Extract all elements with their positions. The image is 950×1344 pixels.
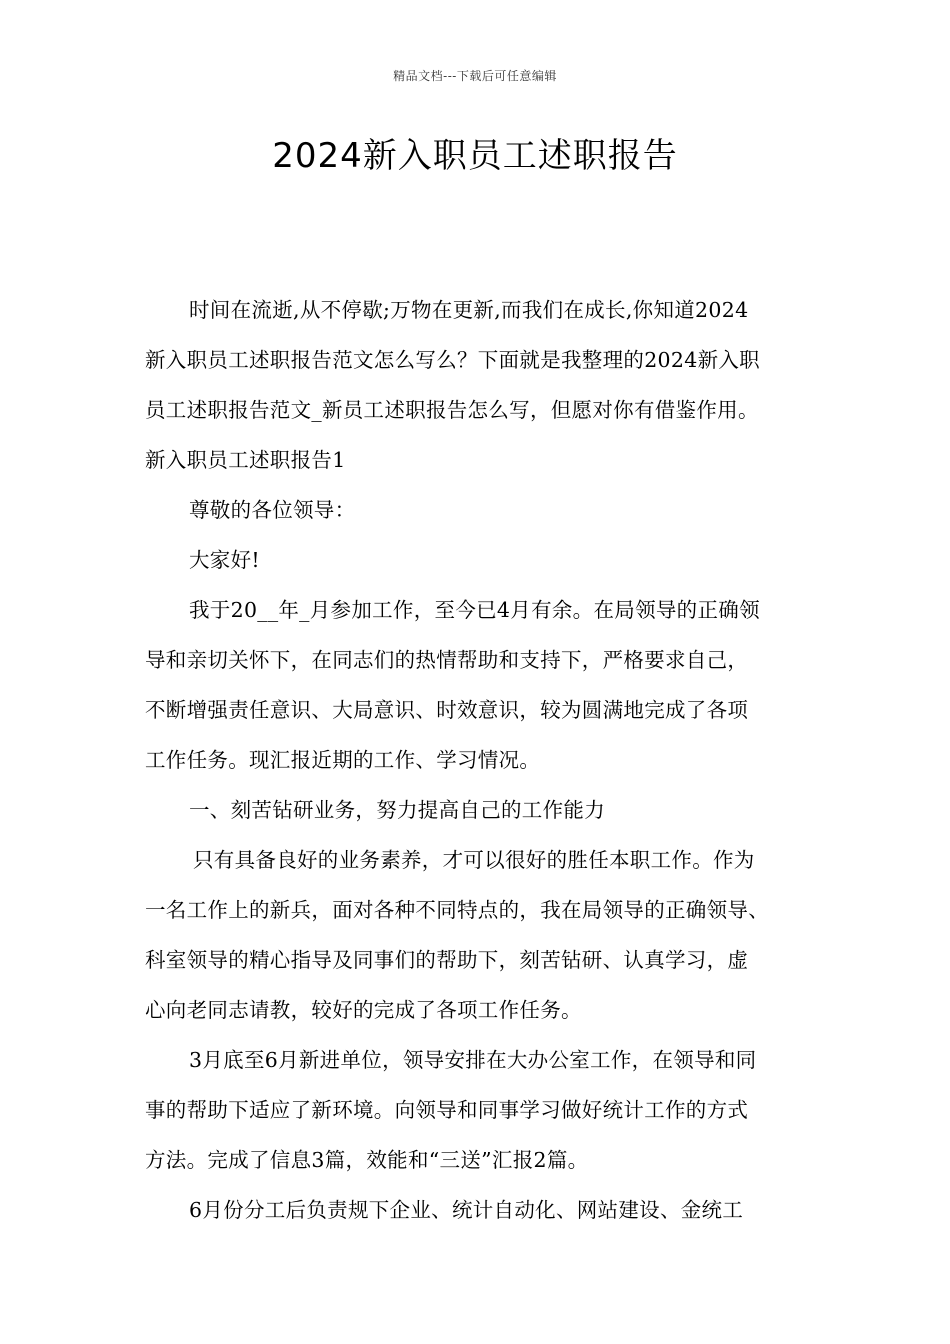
body-line: 我于20__年_月参加工作，至今已4月有余。在局领导的正确领	[189, 598, 760, 622]
body-line: 6月份分工后负责规下企业、统计自动化、网站建设、金统工	[189, 1198, 744, 1222]
document-body	[145, 285, 825, 1235]
body-line: 新入职员工述职报告1	[145, 448, 346, 472]
body-line: 一、刻苦钻研业务，努力提高自己的工作能力	[189, 798, 605, 822]
body-line: 员工述职报告范文_新员工述职报告怎么写，但愿对你有借鉴作用。	[145, 398, 759, 422]
body-line: 大家好!	[189, 548, 260, 572]
header-note: 精品文档---下载后可任意编辑	[393, 69, 557, 83]
body-line: 尊敬的各位领导：	[189, 498, 356, 522]
body-line: 时间在流逝,从不停歇;万物在更新,而我们在成长,你知道2024	[189, 298, 749, 322]
body-line: 新入职员工述职报告范文怎么写么？下面就是我整理的2024新入职	[145, 348, 760, 372]
body-line: 方法。完成了信息3篇，效能和“三送”汇报2篇。	[145, 1148, 589, 1172]
body-line: 工作任务。现汇报近期的工作、学习情况。	[145, 748, 541, 772]
body-line: 导和亲切关怀下，在同志们的热情帮助和支持下，严格要求自己，	[145, 648, 749, 672]
body-line: 一名工作上的新兵，面对各种不同特点的，我在局领导的正确领导、	[145, 898, 769, 922]
body-line: 只有具备良好的业务素养，才可以很好的胜任本职工作。作为	[193, 848, 755, 872]
body-line: 3月底至6月新进单位，领导安排在大办公室工作，在领导和同	[189, 1048, 757, 1072]
body-line: 不断增强责任意识、大局意识、时效意识，较为圆满地完成了各项	[145, 698, 749, 722]
document-title: 2024新入职员工述职报告	[272, 136, 678, 176]
body-line: 心向老同志请教，较好的完成了各项工作任务。	[145, 998, 582, 1022]
body-line: 事的帮助下适应了新环境。向领导和同事学习做好统计工作的方式	[145, 1098, 749, 1122]
body-line: 科室领导的精心指导及同事们的帮助下，刻苦钻研、认真学习，虚	[145, 948, 749, 972]
